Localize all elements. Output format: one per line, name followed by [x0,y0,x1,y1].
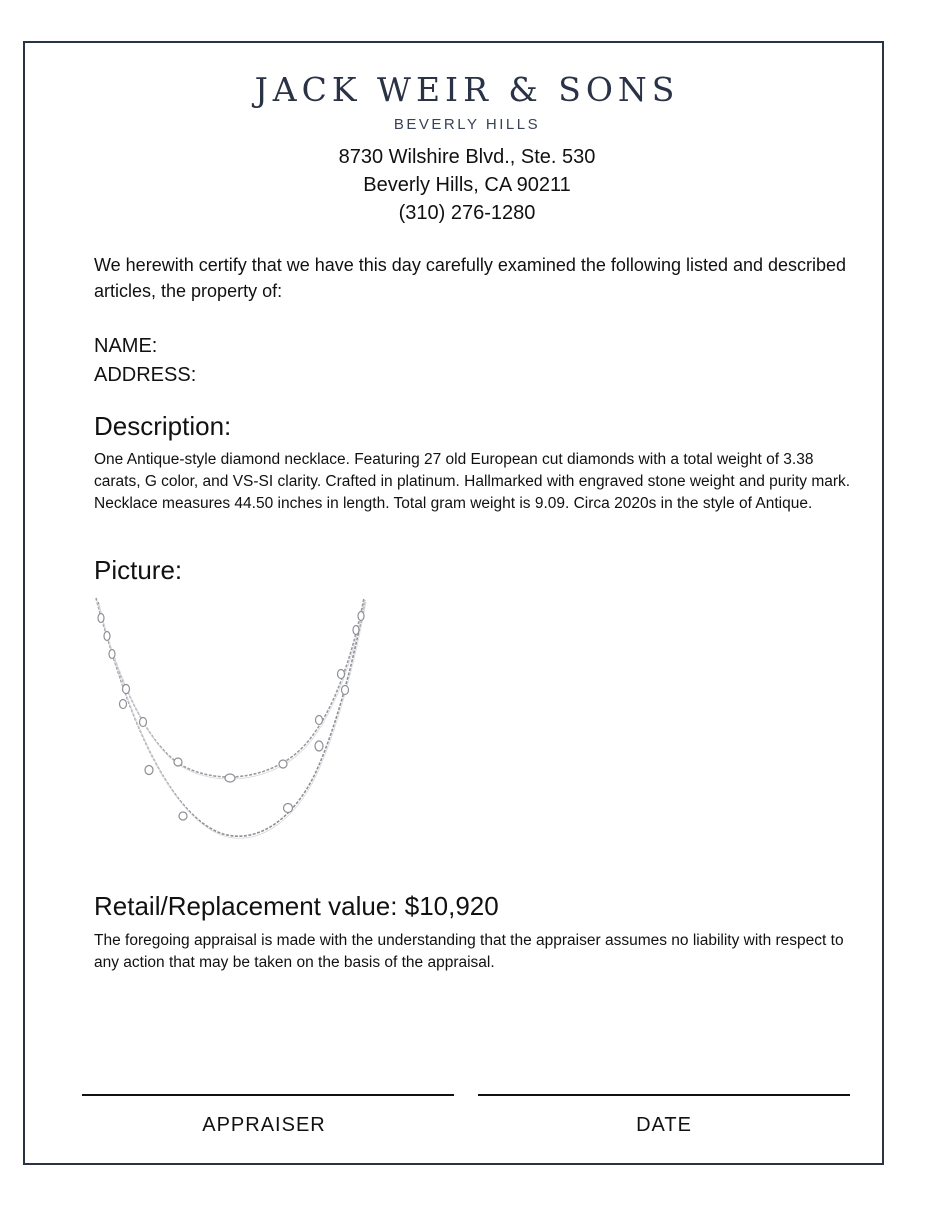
certification-statement: We herewith certify that we have this day carefully examined the following listed and described articles, the property of: [94,255,847,301]
date-signature-line [478,1094,850,1096]
owner-address-label: ADDRESS: [94,364,197,386]
retail-value-label: Retail/Replacement value: [94,891,398,921]
company-location: BEVERLY HILLS [393,116,541,133]
company-name: JACK WEIR & SONS [254,70,680,109]
appraisal-disclaimer: The foregoing appraisal is made with the understanding that the appraiser assumes no liability with respect to any action that may be taken on the basis of the appraisal. [94,932,844,971]
appraiser-label: APPRAISER [202,1114,326,1136]
owner-name-label: NAME: [94,335,158,357]
retail-value [94,891,499,922]
description-heading: Description: [94,411,232,441]
retail-value-amount: $10,920 [404,891,499,921]
address-line-1: 8730 Wilshire Blvd., Ste. 530 [338,146,596,168]
necklace-photo [93,594,368,844]
appraiser-signature-line [82,1094,454,1096]
phone-number: (310) 276-1280 [398,202,536,224]
date-label: DATE [636,1114,692,1136]
address-line-2: Beverly Hills, CA 90211 [363,174,571,196]
picture-heading: Picture: [94,555,183,585]
description-text: One Antique-style diamond necklace. Featuring 27 old European cut diamonds with a total weight of 3.38 carats, G color, and VS-SI clarity. Crafted in platinum. Hallmarked with engraved stone weight and purity mark. Necklace measures 44.50 inches in length. Total gram weight is 9.09. Circa 2020s in the style of Antique. [94,451,851,512]
